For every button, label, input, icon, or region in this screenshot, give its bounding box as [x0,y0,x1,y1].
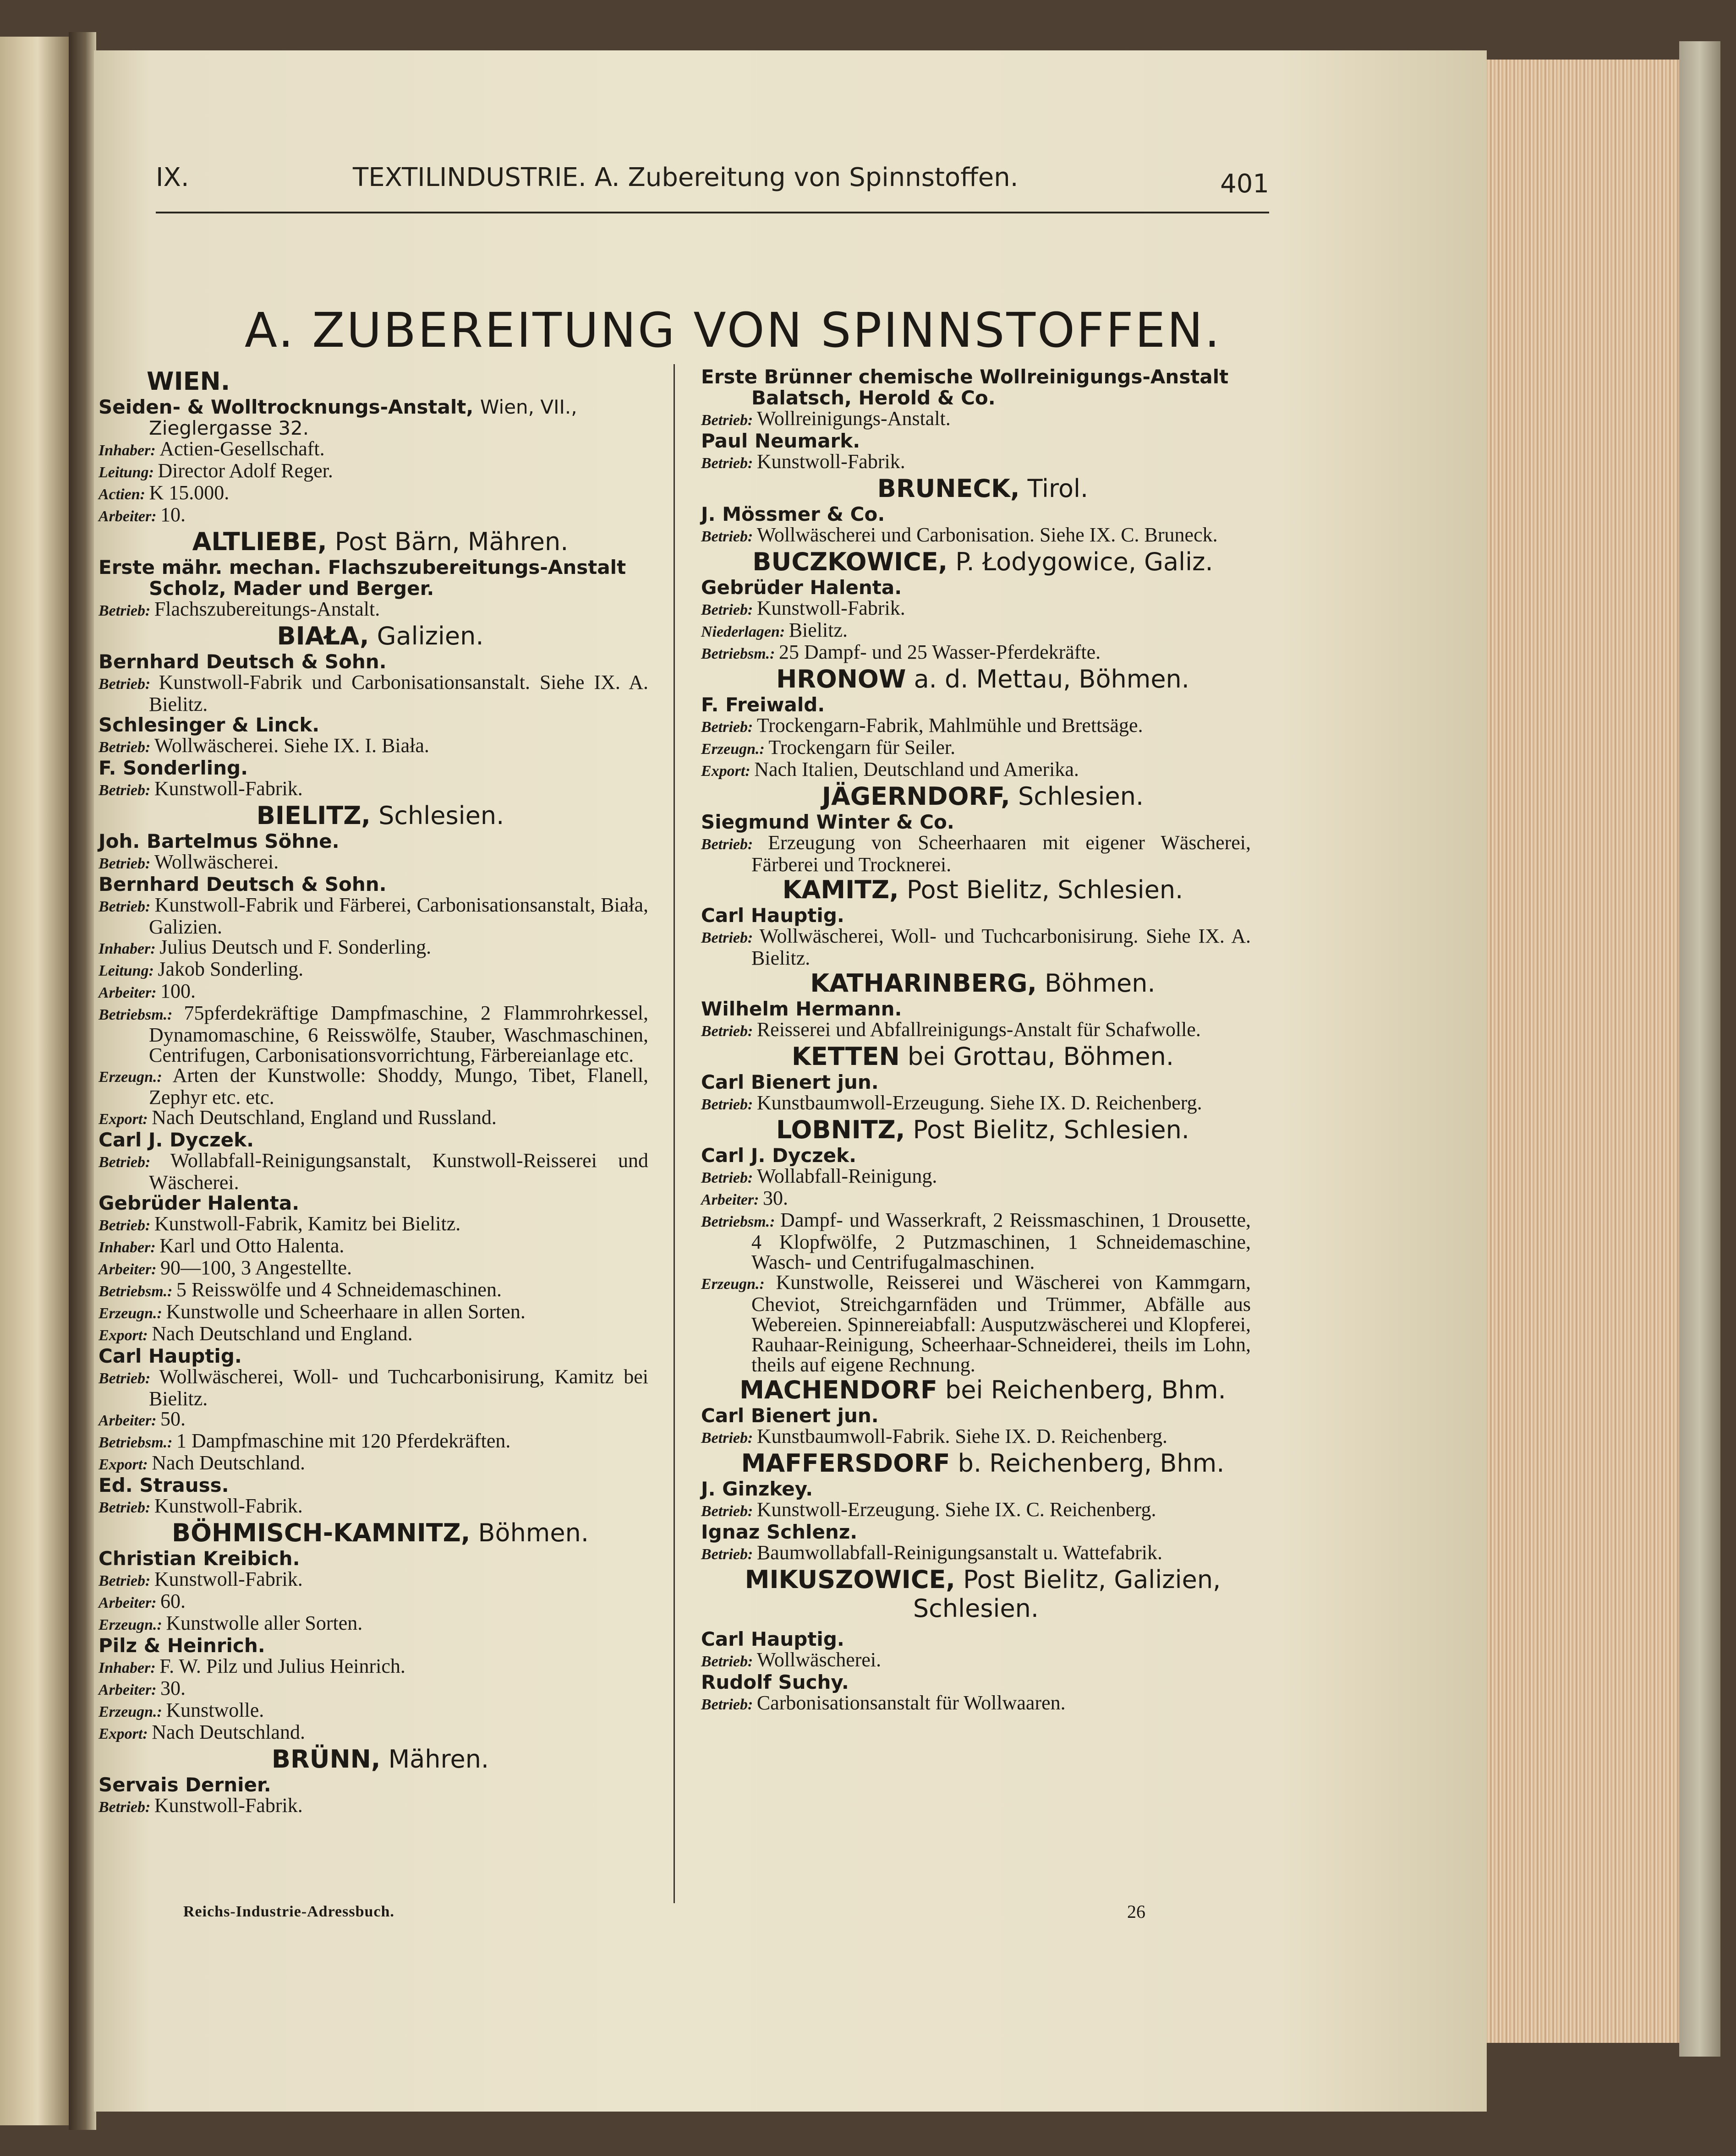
line-text: 5 Reisswölfe und 4 Schneidemaschinen. [176,1278,502,1301]
line-text: Director Adolf Reger. [158,459,333,482]
line-label: Export: [99,1111,148,1128]
city-name: BRÜNN, [271,1745,381,1774]
entry-line [99,1065,648,1108]
firm-name: Schlesinger & Linck. [99,714,320,736]
city-region: Tirol. [1027,474,1089,503]
right-column [701,366,1251,1715]
header-section: IX. [156,163,189,192]
line-text: Kunstwolle und Scheerhaare in allen Sorten. [166,1300,526,1323]
line-label: Betrieb: [701,528,753,545]
line-text: 30. [763,1187,789,1209]
city-name: HRONOW [776,665,906,693]
entry-line [701,598,1251,620]
line-label: Export: [99,1327,148,1344]
line-label: Betrieb: [701,719,753,736]
line-text: Wollabfall-Reinigung. [756,1165,937,1187]
entry-line [99,1678,648,1700]
entry-line [701,642,1251,664]
line-text: Karl und Otto Halenta. [159,1234,345,1257]
entry-line [99,1613,648,1635]
line-label: Erzeugn.: [99,1616,162,1633]
entry-line [701,452,1251,474]
entry-line [99,1496,648,1518]
page-edges [1487,60,1683,2043]
line-label: Betrieb: [701,412,753,429]
firm-name: Joh. Bartelmus Söhne. [99,830,340,852]
line-text: Kunstwolle, Reisserei und Wäscherei von Kammgarn, Cheviot, Streichgarnfäden und Trümmer, Abfälle aus Webereien. Spinnereiabfall: Ausputzwäscherei und Klopferei, Rauhaar-Reinigung, Scheerhaar-Schneiderei, theils im Lohn, theils auf eigene Rechnung. [751,1271,1251,1376]
city-region: a. d. Mettau, Böhmen. [914,665,1189,693]
city-name: BÖHMISCH-KAMNITZ, [171,1518,471,1547]
firm-name: J. Ginzkey. [701,1478,813,1500]
entry-line [99,439,648,461]
line-text: Trockengarn-Fabrik, Mahlmühle und Brettsäge. [756,714,1143,737]
line-text: K 15.000. [149,481,230,504]
line-text: Flachszubereitungs-Anstalt. [154,598,380,620]
city-region: Post Bielitz, Schlesien. [913,1115,1189,1144]
line-label: Betrieb: [701,1096,753,1113]
city-name: BIELITZ, [256,801,371,830]
line-text: Kunstbaumwoll-Fabrik. Siehe IX. D. Reichenberg. [756,1425,1167,1447]
line-text: 75pferdekräftige Dampfmaschine, 2 Flammrohrkessel, Dynamomaschine, 6 Reisswölfe, Stauber, Waschmaschinen, Centrifugen, Carbonisationsvorrichtung, Färbereianlage etc. [149,1002,648,1066]
header-title: TEXTILINDUSTRIE. A. Zubereitung von Spinnstoffen. [353,163,1019,192]
city-heading [701,1115,1251,1145]
line-label: Betrieb: [99,739,151,756]
city-heading [701,1565,1251,1595]
entry-line [701,1093,1251,1115]
book-binding [1679,41,1720,2057]
city-heading [701,1375,1251,1405]
line-text: Kunstbaumwoll-Erzeugung. Siehe IX. D. Reichenberg. [756,1092,1202,1114]
line-text: Kunstwoll-Fabrik. [154,777,303,800]
firm-name: Carl J. Dyczek. [99,1129,254,1151]
city-heading-continuation: Schlesien. [913,1594,1039,1623]
entry-line [701,409,1251,431]
line-text: Nach Deutschland und England. [152,1322,413,1345]
line-text: Kunstwoll-Fabrik. [756,597,905,619]
line-label: Betrieb: [701,836,753,853]
city-name: LOBNITZ, [776,1115,905,1144]
entry-line [701,715,1251,737]
line-label: Inhaber: [99,940,156,957]
city-region: b. Reichenberg, Bhm. [958,1449,1225,1478]
entry-line [99,1367,648,1409]
firm-name: F. Freiwald. [701,693,825,716]
line-label: Arbeiter: [99,1261,157,1278]
entry-line [701,926,1251,968]
entry-line [701,620,1251,642]
entry-line [99,1151,648,1193]
entry-line [99,1722,648,1744]
firm-name: Servais Dernier. [99,1774,271,1796]
firm-name: Gebrüder Halenta. [99,1192,300,1214]
city-heading [701,875,1251,905]
city-heading [701,781,1251,812]
entry-line [99,736,648,758]
entry-line [701,833,1251,875]
firm-name: Christian Kreibich. [99,1547,300,1570]
city-region: Post Bielitz, Schlesien. [906,875,1183,904]
line-label: Betrieb: [701,1653,753,1670]
line-label: Arbeiter: [99,1681,157,1698]
entry-line [99,1431,648,1453]
header-rule [156,212,1269,213]
city-region: Galizien. [377,622,484,650]
entry-line [99,1453,648,1475]
firm-name: Carl Hauptig. [99,1345,242,1367]
entry-line [99,672,648,715]
line-label: Betrieb: [99,1799,151,1816]
entry-line [99,1214,648,1236]
firm-name: Carl Hauptig. [701,1628,844,1650]
line-label: Niederlagen: [701,623,785,640]
line-label: Inhaber: [99,442,156,459]
firm-name: Paul Neumark. [701,430,860,452]
line-text: 1 Dampfmaschine mit 120 Pferdekräften. [176,1430,511,1452]
line-text: Wollwäscherei. Siehe IX. I. Biała. [154,734,429,757]
entry-line [99,1591,648,1613]
entry-line [701,1426,1251,1448]
entry-line [701,1543,1251,1565]
entry-line [701,525,1251,547]
line-text: Wollwäscherei. [154,851,279,873]
firm-name: Carl J. Dyczek. [701,1144,857,1167]
page-number: 401 [1220,169,1269,199]
line-label: Arbeiter: [99,984,157,1001]
line-label: Betrieb: [99,782,151,799]
city-name: BRUNECK, [877,474,1020,503]
entry-line [99,981,648,1003]
line-label: Betrieb: [701,1503,753,1520]
line-label: Erzeugn.: [99,1069,162,1086]
firm-name-bold: Seiden- & Wolltrocknungs-Anstalt, [99,396,474,418]
entry-line [701,1650,1251,1672]
line-text: Wollwäscherei, Woll- und Tuchcarbonisirung, Kamitz bei Bielitz. [149,1365,649,1410]
line-label: Betrieb: [99,1499,151,1516]
entry-line [99,483,648,505]
city-heading [701,1042,1251,1072]
line-text: Kunstwolle aller Sorten. [166,1612,363,1634]
entry-line [701,1020,1251,1042]
line-text: Wollwäscherei. [756,1648,882,1671]
line-label: Actien: [99,486,145,503]
firm-name: Wilhelm Hermann. [701,998,902,1020]
city-name: MIKUSZOWICE, [745,1565,955,1594]
line-label: Erzeugn.: [99,1703,162,1720]
firm-name: Carl Bienert jun. [701,1071,879,1093]
line-text: 50. [160,1408,186,1430]
entry-line [99,1003,648,1065]
entry-line [701,1166,1251,1188]
line-text: Actien-Gesellschaft. [159,437,325,460]
city-heading [701,968,1251,999]
firm-address: Wien, VII., Zieglergasse 32. [149,396,577,439]
line-text: Julius Deutsch und F. Sonderling. [159,936,432,958]
city-name: ALTLIEBE, [192,527,327,556]
city-region: Post Bielitz, Galizien, [963,1565,1221,1594]
city-name: MAFFERSDORF [741,1449,950,1478]
line-label: Export: [701,763,750,780]
entry-line [701,1210,1251,1272]
city-region: Schlesien. [378,801,504,830]
line-label: Betrieb: [701,1023,753,1040]
city-name: KATHARINBERG, [810,969,1037,998]
firm-name: J. Mössmer & Co. [701,503,885,525]
firm-name: Rudolf Suchy. [701,1671,849,1693]
entry-line [99,1796,648,1818]
firm-name: Ignaz Schlenz. [701,1521,858,1543]
city-region: Mähren. [388,1745,489,1774]
line-label: Export: [99,1725,148,1742]
line-text: 10. [160,503,186,526]
city-heading [701,474,1251,504]
entry-line [701,737,1251,759]
line-text: Kunstwolle. [166,1699,264,1721]
line-text: Trockengarn für Seiler. [768,736,956,759]
line-label: Inhaber: [99,1659,156,1676]
line-text: 60. [160,1590,186,1612]
city-name: MACHENDORF [739,1375,937,1404]
city-heading [99,527,648,557]
running-header [156,163,1269,213]
line-label: Betriebsm.: [701,645,775,662]
line-text: 30. [160,1677,186,1699]
line-text: Bielitz. [789,619,848,641]
city-heading [701,1448,1251,1479]
line-label: Leitung: [99,464,154,481]
entry-line [99,959,648,981]
line-text: Carbonisationsanstalt für Wollwaaren. [756,1692,1066,1714]
line-label: Betrieb: [99,676,151,693]
city-heading [99,1744,648,1774]
entry-line [701,1272,1251,1375]
line-text: Kunstwoll-Fabrik. [154,1568,303,1590]
line-label: Betriebsm.: [701,1213,775,1230]
firm-name: Bernhard Deutsch & Sohn. [99,650,387,673]
line-label: Betrieb: [701,455,753,472]
city-heading [701,547,1251,577]
city-name: BUCZKOWICE, [752,547,948,576]
firm-name: Erste mähr. mechan. Flachszubereitungs-Anstalt Scholz, Mader und Berger. [99,556,626,600]
firm-name: F. Sonderling. [99,757,248,779]
line-label: Inhaber: [99,1239,156,1256]
line-label: Betrieb: [99,1154,151,1171]
line-label: Betrieb: [701,1169,753,1186]
line-label: Erzeugn.: [701,1276,765,1293]
footer-sheet-number: 26 [1127,1901,1145,1922]
line-text: Kunstwoll-Fabrik, Kamitz bei Bielitz. [154,1212,461,1235]
entry-line [99,1258,648,1280]
city-heading [99,801,648,831]
line-label: Export: [99,1456,148,1473]
line-text: Nach Italien, Deutschland und Amerika. [754,758,1079,781]
city-name: WIEN. [147,367,230,396]
line-label: Leitung: [99,962,154,979]
line-text: Wollwäscherei und Carbonisation. Siehe IX. C. Bruneck. [756,524,1218,546]
left-page-edge [0,37,69,2125]
line-label: Betrieb: [701,1430,753,1446]
line-label: Arbeiter: [99,508,157,525]
city-region: bei Reichenberg, Bhm. [945,1375,1226,1404]
line-text: Nach Deutschland. [152,1721,305,1743]
entry-line [99,599,648,621]
line-text: Kunstwoll-Erzeugung. Siehe IX. C. Reichenberg. [756,1498,1156,1521]
line-text: Kunstwoll-Fabrik und Carbonisationsanstalt. Siehe IX. A. Bielitz. [149,671,648,715]
entry-line [99,1280,648,1302]
firm-name: Siegmund Winter & Co. [701,811,954,833]
entry-line [99,1569,648,1591]
line-text: Nach Deutschland. [152,1452,305,1474]
entry-line [99,505,648,527]
line-text: Jakob Sonderling. [158,958,304,980]
left-column [99,366,648,1818]
line-label: Betrieb: [701,929,753,946]
line-text: Wollabfall-Reinigungsanstalt, Kunstwoll-Reisserei und Wäscherei. [149,1149,648,1194]
city-region: Post Bärn, Mähren. [334,527,569,556]
line-text: Erzeugung von Scheerhaaren mit eigener Wäscherei, Färberei und Trocknerei. [751,831,1251,876]
line-label: Betrieb: [99,898,151,915]
line-label: Betrieb: [701,1546,753,1563]
line-text: Kunstwoll-Fabrik. [154,1495,303,1517]
entry-line [99,937,648,959]
city-region: Böhmen. [1045,969,1156,998]
line-text: F. W. Pilz und Julius Heinrich. [159,1655,405,1677]
entry-line [99,1236,648,1258]
entry-line [99,1656,648,1678]
entry-line [99,1409,648,1431]
firm-name: Gebrüder Halenta. [701,576,902,599]
line-text: Kunstwoll-Fabrik. [756,450,905,473]
line-label: Betrieb: [99,1217,151,1234]
city-region: Böhmen. [478,1518,589,1547]
city-name: KETTEN [792,1042,900,1071]
line-text: Wollreinigungs-Anstalt. [756,407,951,430]
footer-publisher: Reichs-Industrie-Adressbuch. [183,1903,394,1920]
firm-name: Pilz & Heinrich. [99,1634,265,1657]
line-label: Betrieb: [99,1370,151,1387]
firm-name: Bernhard Deutsch & Sohn. [99,873,387,895]
line-label: Betriebsm.: [99,1434,173,1451]
firm-name: Carl Bienert jun. [701,1404,879,1427]
line-text: Baumwollabfall-Reinigungsanstalt u. Wattefabrik. [756,1541,1163,1564]
line-text: Nach Deutschland, England und Russland. [152,1106,497,1129]
line-label: Betrieb: [99,855,151,872]
city-name: BIAŁA, [277,622,369,650]
entry-line [99,895,648,937]
city-region: Schlesien. [1018,782,1144,811]
city-region: P. Łodygowice, Galiz. [955,547,1213,576]
line-text: Reisserei und Abfallreinigungs-Anstalt für Schafwolle. [756,1018,1201,1041]
city-heading [701,664,1251,694]
line-text: 100. [160,980,196,1002]
line-text: 90—100, 3 Angestellte. [160,1256,352,1279]
line-label: Betriebsm.: [99,1283,173,1300]
city-heading [99,366,648,397]
city-heading [99,621,648,651]
entry-line [99,779,648,801]
line-text: Wollwäscherei, Woll- und Tuchcarbonisirung. Siehe IX. A. Bielitz. [751,925,1251,969]
entry-line [99,1700,648,1722]
line-label: Betrieb: [701,601,753,618]
entry-line [701,759,1251,781]
page-title: A. ZUBEREITUNG VON SPINNSTOFFEN. [244,302,1222,358]
entry-line [99,1324,648,1346]
entry-line [701,1500,1251,1522]
entry-line [99,1302,648,1324]
firm-name: Ed. Strauss. [99,1474,229,1496]
line-label: Erzeugn.: [701,741,765,758]
city-region: bei Grottau, Böhmen. [907,1042,1174,1071]
city-name: JÄGERNDORF, [821,782,1010,811]
line-label: Betrieb: [99,1572,151,1589]
line-label: Betrieb: [99,602,151,619]
entry-line [701,1188,1251,1210]
line-label: Betriebsm.: [99,1006,173,1023]
entry-line [99,1108,648,1130]
line-text: Arten der Kunstwolle: Shoddy, Mungo, Tibet, Flanell, Zephyr etc. etc. [149,1064,649,1108]
line-label: Erzeugn.: [99,1305,162,1322]
entry-line [701,1693,1251,1715]
firm-name: Erste Brünner chemische Wollreinigungs-Anstalt Balatsch, Herold & Co. [701,366,1229,409]
line-label: Arbeiter: [99,1594,157,1611]
line-text: Dampf- und Wasserkraft, 2 Reissmaschinen, 1 Drousette, 4 Klopfwölfe, 2 Putzmaschinen, 1 Schneidemaschine, Wasch- und Centrifugalmaschinen. [751,1209,1251,1273]
firm-name [99,397,648,439]
line-text: Kunstwoll-Fabrik. [154,1794,303,1817]
entry-line [99,852,648,874]
line-label: Arbeiter: [99,1412,157,1429]
line-text: Kunstwoll-Fabrik und Färberei, Carbonisationsanstalt, Biała, Galizien. [149,894,649,938]
line-text: 25 Dampf- und 25 Wasser-Pferdekräfte. [778,641,1101,663]
city-heading [99,1518,648,1548]
line-label: Betrieb: [701,1696,753,1713]
city-name: KAMITZ, [782,875,899,904]
column-divider [674,364,675,1903]
entry-line [99,461,648,483]
firm-name: Carl Hauptig. [701,904,844,927]
line-label: Arbeiter: [701,1191,759,1208]
